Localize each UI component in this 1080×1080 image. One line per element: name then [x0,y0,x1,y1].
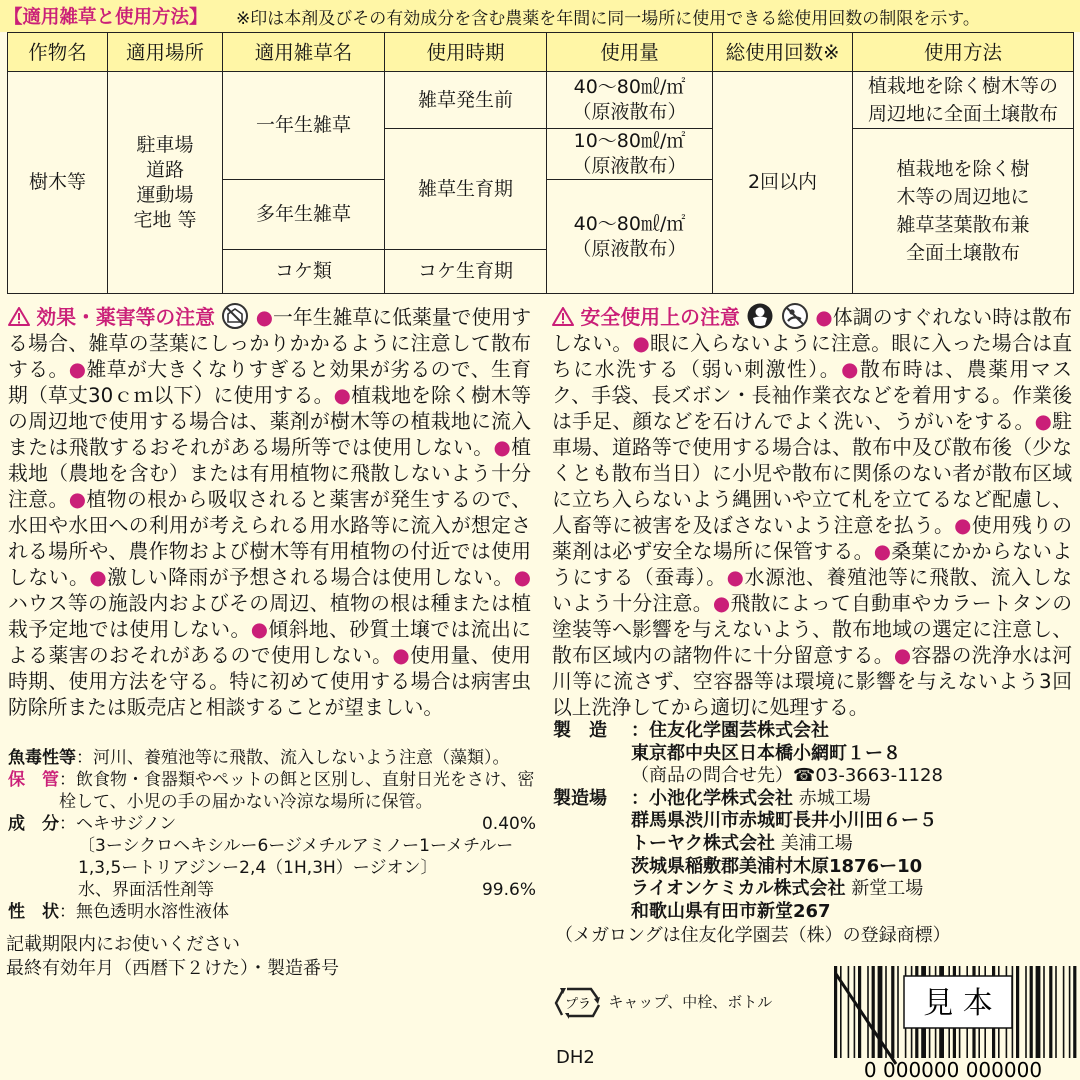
other-ingredients-percent: 99.6% [481,880,536,900]
table-row [8,72,1074,129]
method-cell [853,72,1074,129]
efficacy-item: 植物の根から吸収されると薬害が発生するので、水田や水田への利用が考えられる用水路等に流入が想定される場所や、農作物および樹木等有用植物の付近では使用しない。 [8,488,531,589]
plant-row [553,788,1073,811]
manufacturer-info [553,720,1073,948]
barcode-bar [897,966,899,1058]
mask-icon [746,302,774,330]
column-header: 作物名 [8,33,108,72]
amount-rate: 40〜80㎖/㎡ [573,212,686,235]
method-line: 雑草茎葉散布兼 [896,214,1030,236]
bullet-dot: ● [493,436,512,459]
bullet-dot: ● [68,488,87,511]
amount-cell [547,72,713,129]
bullet-dot: ● [841,358,860,381]
barcode-bar [1073,966,1076,1058]
bullet-dot: ● [632,332,651,355]
barcode-bar [867,966,869,1058]
efficacy-item: 激しい降雨が予想される場合は使用しない。 [107,566,514,589]
maker-row [553,720,1073,743]
warning-icon [8,307,30,326]
barcode-bar [1036,966,1041,1058]
amount-note: （原液散布） [572,101,687,123]
barcode-bar [854,966,856,1058]
efficacy-item: 雑草が大きくなりすぎると効果が劣るので、生育期（草丈30ｃｍ以下）に使用する。 [8,358,531,407]
barcode-bar [1055,966,1057,1058]
maker-name: ：住友化学園芸株式会社 [631,720,829,741]
efficacy-item: 植栽地（農地を含む）または有用植物に飛散しないよう十分注意。 [8,436,531,511]
trademark-note: （メガロングは住友化学園芸（株）の登録商標） [555,925,951,947]
property-text: ：無色透明水溶性液体 [59,902,229,922]
barcode [826,966,1080,1080]
amount-cell [547,180,713,294]
bullet-dot: ● [250,618,269,641]
composition-label: 成 分 [8,814,59,834]
plant-name: 美浦工場 [780,832,853,854]
contact-line [553,765,1073,788]
bullet-dot: ● [255,306,274,329]
maker-address: 東京都中央区日本橋小網町１ー８ [631,742,901,764]
safety-item: 散布時は、農薬用マスク、手袋、長ズボン・長袖作業衣などを着用する。作業後は手足、顔などを石けんでよく洗い、うがいをする。 [552,358,1072,433]
header-bar [0,0,1080,32]
bullet-dot: ● [1034,410,1053,433]
table-header-row [8,33,1074,72]
plant-company: ：小池化学株式会社 [631,787,793,809]
expiry-line: 記載期限内にお使いください [6,934,240,955]
column-header: 適用場所 [108,33,223,72]
method-cell [853,129,1074,294]
barcode-bar [848,966,850,1058]
contact-label: （商品の問合せ先） [631,765,793,787]
bullet-dot: ● [954,514,972,537]
amount-cell [547,129,713,180]
safety-item: 飛散によって自動車やカラートタンの塗装等へ影響を与えないよう、散布地域の選定に注意し、散布区域内の諸物件に十分留意する。 [552,592,1072,667]
efficacy-item: 使用量、使用時期、使用方法を守る。特に初めて使用する場合は病害虫防除所または販売店と相談することが望ましい。 [8,644,531,719]
product-info [8,747,536,923]
plant-company: ライオンケミカル株式会社 [631,878,846,900]
safety-section [552,302,1072,721]
maker-label: 製 造 [553,720,607,741]
active-ingredient-percent: 0.40% [481,814,536,834]
efficacy-title: 効果・薬害等の注意 [36,306,215,329]
timing-cell: 雑草生育期 [385,129,547,250]
barcode-bar [891,966,894,1058]
safety-item: 水源池、養殖池等に飛散、流入しないよう十分注意。 [552,566,1072,615]
safety-item: 眼に入らないように注意。眼に入った場合は直ちに水洗する（弱い刺激性）。 [552,332,1072,381]
storage-row [8,769,536,813]
warning-icon [552,307,574,326]
property-label: 性 状 [8,902,59,922]
expiry-note [6,933,339,981]
barcode-bars [826,966,1080,1080]
method-line: 植栽地を除く樹 [896,158,1030,180]
storage-text: ：飲食物・食器類やペットの餌と区別し、直射日光をさけ、密栓して、小児の手の届かない冷涼な場所に保管。 [59,770,535,812]
count-cell: 2回以内 [713,72,853,294]
barcode-digits: 0 000000 000000 [863,1058,1043,1080]
column-header: 適用雑草名 [223,33,385,72]
efficacy-item: ハウス等の施設内およびその周辺、植物の根は種または植栽予定地では使用しない。 [8,592,531,641]
efficacy-item: 一年生雑草に低薬量で使用する場合、雑草の茎葉にしっかりかかるように注意して散布する。 [8,306,531,381]
storage-label: 保 管 [8,770,59,790]
bullet-dot: ● [712,592,731,615]
barcode-bar [1069,966,1071,1058]
safety-title: 安全使用上の注意 [580,306,741,329]
plant-address: 茨城県稲敷郡美浦村木原1876ー10 [631,855,923,877]
barcode-bar [1030,966,1033,1058]
safety-item: 体調のすぐれない時は散布しない。 [552,306,1072,355]
bullet-dot: ● [89,566,108,589]
barcode-bar [872,966,875,1058]
safety-item: 桑葉にかからないようにする（蚕毒）。 [552,540,1072,589]
amount-rate: 10〜80㎖/㎡ [573,130,686,152]
barcode-bar [1043,966,1045,1058]
lot-code: DH2 [556,1047,595,1068]
place-line: 駐車場 [136,133,194,156]
place-line: 宅地 等 [133,208,197,231]
no-child-icon [781,302,809,330]
active-ingredient: ：ヘキサジノン [59,814,177,834]
efficacy-section [8,302,531,721]
fish-toxicity-label: 魚毒性等 [8,748,76,768]
place-line: 運動場 [136,183,194,206]
recycle-block [553,985,772,1019]
expiry-line: 最終有効年月（西暦下２けた）・製造番号 [6,958,339,979]
plant-row [553,833,1073,856]
column-header: 使用量 [547,33,713,72]
place-cell [108,72,223,294]
barcode-bar [1063,966,1065,1058]
plant-name: 新堂工場 [851,878,924,900]
plant-row [553,878,1073,901]
fish-toxicity-text: ：河川、養殖池等に飛散、流入しないよう注意（藻類）。 [76,748,510,768]
column-header: 総使用回数※ [713,33,853,72]
efficacy-item: 植栽地を除く樹木等の周辺地で使用する場合は、薬剤が樹木等の植栽地に流入または飛散するおそれがある場所等では使用しない。 [8,384,531,459]
property-row [8,901,536,923]
bullet-dot: ● [68,358,87,381]
method-line: 周辺地に全面土壌散布 [867,103,1058,125]
barcode-bar [1025,966,1027,1058]
plant-address: 和歌山県有田市新堂267 [631,900,831,922]
safety-item: 駐車場、道路等で使用する場合は、散布中及び散布後（少なくとも散布当日）に小児や散布に関係のない者が散布区域に立ち入らないよう縄囲いや立て札を立てるなど配慮し、人畜等に被害を及ぼさないよう注意を払う。 [552,410,1072,537]
efficacy-item: 傾斜地、砂質土壌では流出による薬害のおそれがあるので使用しない。 [8,618,531,667]
no-greenhouse-icon [221,302,249,330]
weed-cell: 一年生雑草 [223,72,385,180]
phone-icon: ☎ [793,765,816,787]
other-ingredients: 水、界面活性剤等 [78,880,214,900]
bullet-dot: ● [873,540,892,563]
column-header: 使用方法 [853,33,1074,72]
recycle-mark-text: プラ [564,997,592,1012]
amount-note: （原液散布） [572,237,687,260]
composition-row [8,813,536,835]
bullet-dot: ● [726,566,745,589]
plant-address: 群馬県渋川市赤城町長井小川田６ー５ [631,810,937,832]
barcode-bar [834,966,837,1058]
plant-name: 赤城工場 [798,787,871,809]
sample-stamp: 見 本 [923,986,993,1021]
bullet-dot: ● [815,306,833,329]
bullet-dot: ● [513,566,531,589]
bullet-dot: ● [392,644,411,667]
phone-number: 03-3663-1128 [815,765,943,787]
chemical-name: 〔3ーシクロヘキシルー6ージメチルアミノー1ーメチルー1,3,5ートリアジンー2,4（1H,3H）ージオン〕 [78,836,514,878]
usage-table [7,32,1074,294]
barcode-bar [1016,966,1019,1058]
bullet-dot: ● [333,384,352,407]
barcode-bar [885,966,887,1058]
safety-item: 容器の洗浄水は河川等に流さず、空容器等は環境に影響を与えないよう3回以上洗浄してから適切に処理する。 [552,644,1072,719]
amount-rate: 40〜80㎖/㎡ [573,76,686,98]
bullet-dot: ● [893,644,912,667]
recycle-parts: キャップ、中栓、ボトル [608,993,773,1011]
recycle-icon [553,985,603,1019]
timing-cell: コケ生育期 [385,250,547,294]
safety-item: 使用残りの薬剤は必ず安全な場所に保管する。 [552,514,1072,563]
usage-count-note: ※印は本剤及びその有効成分を含む農薬を年間に同一場所に使用できる総使用回数の制限を示す。 [236,9,980,29]
barcode-bar [1049,966,1052,1058]
method-line: 木等の周辺地に [896,186,1030,208]
place-line: 道路 [145,158,184,181]
weed-cell: コケ類 [223,250,385,294]
crop-cell: 樹木等 [8,72,108,294]
plant-company: トーヤク株式会社 [631,832,775,854]
timing-cell: 雑草発生前 [385,72,547,129]
method-line: 植栽地を除く樹木等の [867,75,1058,97]
weed-cell: 多年生雑草 [223,180,385,250]
fish-toxicity-row [8,747,536,769]
amount-note: （原液散布） [572,155,687,177]
column-header: 使用時期 [385,33,547,72]
plants-label: 製造場 [553,787,607,809]
method-line: 全面土壌散布 [905,242,1020,264]
section-title-usage: 【適用雑草と使用方法】 [4,7,208,28]
other-ingredients-row [8,879,536,901]
